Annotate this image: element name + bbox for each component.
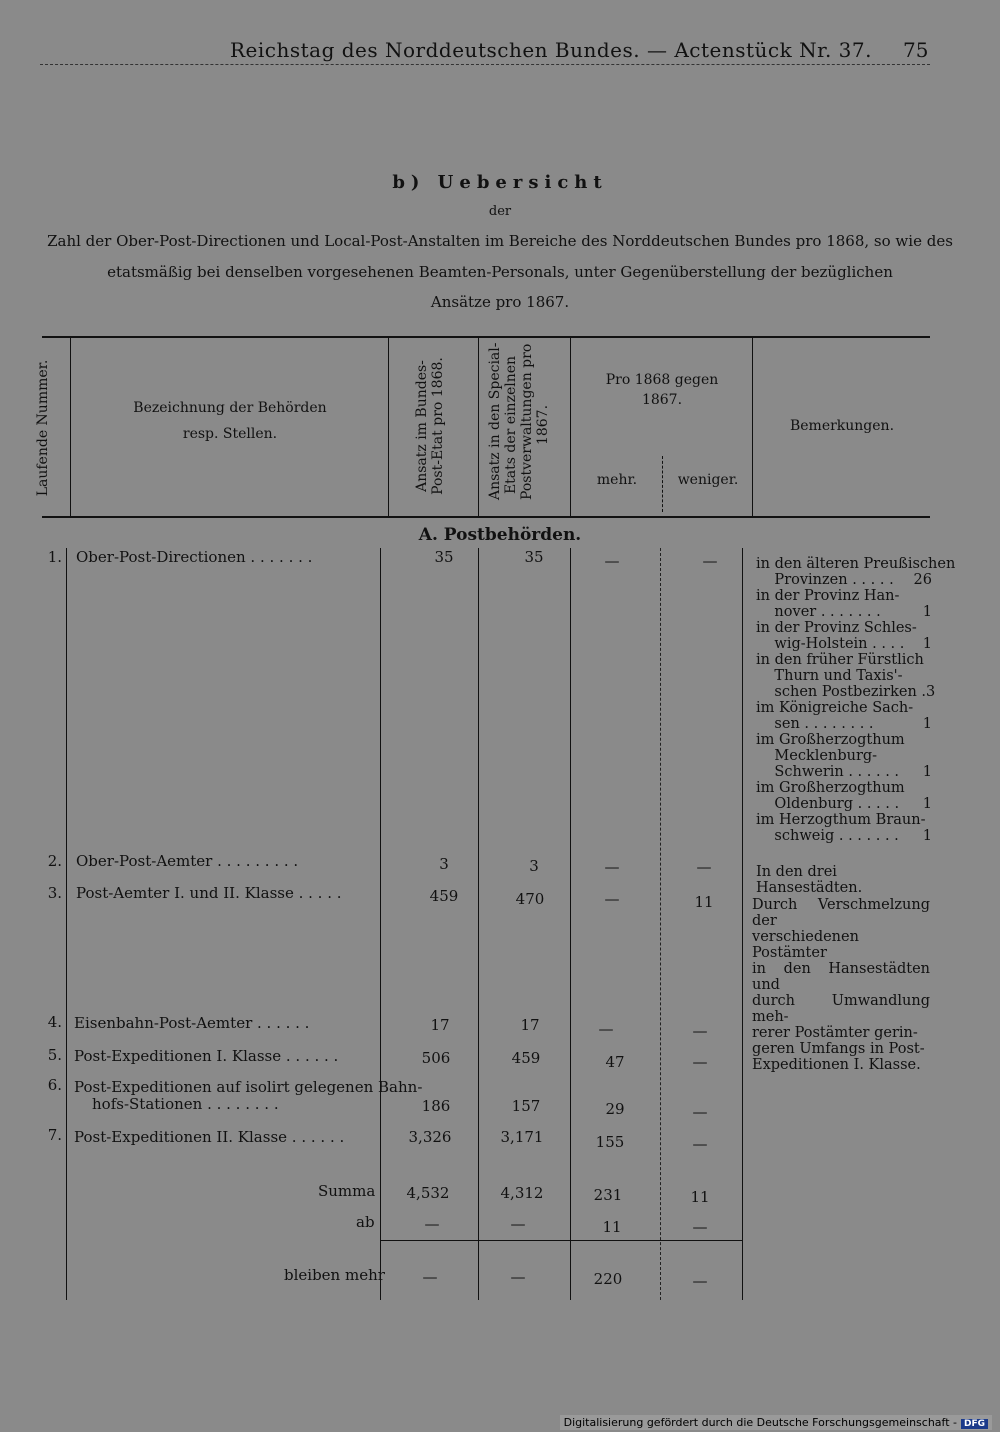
cell-weniger: 11 [694,893,714,911]
remark-text: in der Provinz Han- [756,588,900,604]
row-label: Post-Aemter I. und II. Klasse . . . . . [76,884,342,902]
remark-count: 26 [913,572,932,588]
remark-count: 1 [922,796,932,812]
bleiben-label: bleiben mehr [284,1266,385,1284]
remark-line [756,604,932,620]
cell-1868: 17 [430,1016,450,1034]
summa-1867: 4,312 [500,1184,544,1202]
heading-der: der [488,204,512,219]
cell-weniger: — [692,1022,708,1040]
cell-mehr: 47 [605,1053,625,1071]
body-divider [66,548,67,1300]
row-label: Eisenbahn-Post-Aemter . . . . . . [74,1014,310,1032]
section-heading: A. Postbehörden. [418,525,582,545]
remark-line [756,812,932,828]
ab-weniger: — [692,1218,708,1236]
col-divider [388,338,389,516]
cell-1867: 35 [524,548,544,566]
summa-label: Summa [318,1182,376,1200]
remark-line [756,588,932,604]
col-divider [70,338,71,516]
cell-mehr: — [604,552,620,570]
cell-mehr: — [604,890,620,908]
body-divider [380,548,381,1300]
table-header-bottom-rule [42,516,930,518]
remark-text: Mecklenburg- [756,748,878,764]
col-head-pro-1: Pro 1868 gegen [605,372,719,388]
row-number: 4. [47,1013,62,1031]
remark-line [756,732,932,748]
col-head-bemerkungen: Bemerkungen. [789,418,895,434]
body-divider [478,548,479,1300]
remark-text: sen . . . . . . . . [756,716,874,732]
ab-1867: — [510,1215,526,1233]
row-label: Post-Expeditionen II. Klasse . . . . . . [74,1128,345,1146]
ab-label: ab [356,1213,375,1231]
row-label-cont: hofs-Stationen . . . . . . . . [92,1095,279,1113]
ab-mehr: 11 [602,1218,622,1236]
row-label: Post-Expeditionen I. Klasse . . . . . . [74,1047,339,1065]
remark-line [756,764,932,780]
col-head-weniger: weniger. [677,472,739,488]
row-label: Post-Expeditionen auf isolirt gelegenen Bahn- [74,1078,423,1096]
cell-1867: 470 [515,890,545,908]
cell-1867: 157 [511,1097,541,1115]
remark-text: nover . . . . . . . [756,604,881,620]
remark-line [756,780,932,796]
cell-mehr: 29 [605,1100,625,1118]
remark-line [756,700,932,716]
col-head-ansatz-1867: Ansatz in den Special- Etats der einzelnen Postverwaltungen pro 1867. [487,342,551,500]
remark-line [756,668,932,684]
remark-line [756,796,932,812]
remark-text: im Großherzogthum [756,732,905,748]
col-divider [478,338,479,516]
remark-line: durch Umwandlung meh- [752,993,930,1025]
remarks-row-3 [752,897,930,1073]
remark-count: 1 [922,764,932,780]
cell-1867: 3,171 [500,1128,544,1146]
title-line-2: etatsmäßig bei denselben vorgesehenen Beamten-Personals, unter Gegenüberstellung der bezüglichen [107,263,893,281]
col-divider [752,338,753,516]
header-rule [40,64,930,65]
ab-1868: — [424,1215,440,1233]
summa-mehr: 231 [593,1186,623,1204]
cell-1868: 186 [421,1097,451,1115]
cell-1868: 3 [439,855,449,873]
bleiben-mehr: 220 [593,1270,623,1288]
remark-line: Durch Verschmelzung der [752,897,930,929]
cell-weniger: — [692,1135,708,1153]
cell-1868: 506 [421,1049,451,1067]
remark-text: Provinzen . . . . . [756,572,894,588]
remark-line: verschiedenen Postämter [752,929,859,961]
remark-count: 1 [922,828,932,844]
col-head-ansatz-1868: Ansatz im Bundes- Post-Etat pro 1868. [414,357,446,495]
remark-text: schweig . . . . . . . [756,828,899,844]
remark-text: im Herzogthum Braun- [756,812,926,828]
row-number: 3. [47,884,62,902]
remark-text: im Großherzogthum [756,780,905,796]
remark-line [756,620,932,636]
remark-line: Expeditionen I. Klasse. [752,1057,921,1073]
remark-text: Oldenburg . . . . . [756,796,900,812]
remark-text: Thurn und Taxis'- [756,668,903,684]
cell-mehr: — [598,1020,614,1038]
page-number: 75 [903,38,929,62]
cell-mehr: 155 [595,1133,625,1151]
remark-text: in den früher Fürstlich [756,652,924,668]
heading: b) Uebersicht [392,172,608,193]
cell-1868: 459 [429,887,459,905]
sum-rule [380,1240,742,1241]
cell-weniger: — [696,858,712,876]
remark-text: Schwerin . . . . . . [756,764,900,780]
row-number: 6. [47,1076,62,1094]
remark-line [756,652,932,668]
remark-text: in der Provinz Schles- [756,620,917,636]
col-head-pro-2: 1867. [641,392,683,408]
running-header: Reichstag des Norddeutschen Bundes. — Actenstück Nr. 37. [230,38,872,62]
cell-mehr: — [604,858,620,876]
cell-weniger: — [702,552,718,570]
row-number: 2. [47,852,62,870]
remark-line [756,556,956,572]
cell-1867: 459 [511,1049,541,1067]
row-label: Ober-Post-Aemter . . . . . . . . . [76,852,299,870]
title-line-1: Zahl der Ober-Post-Directionen und Local-Post-Anstalten im Bereiche des Norddeutschen Bundes pro 1868, so wie des [47,232,953,250]
body-divider [742,548,743,1300]
remark-text: in den älteren Preußischen [756,556,956,572]
cell-weniger: — [692,1103,708,1121]
cell-1867: 3 [529,857,539,875]
col-head-laufende: Laufende Nummer. [35,359,51,497]
remark-count: 1 [922,716,932,732]
remark-line [756,684,936,700]
remark-line: in den Hansestädten und [752,961,930,993]
remark-line: rerer Postämter gerin- [752,1025,918,1041]
remark-line [756,748,932,764]
remark-line [756,636,932,652]
cell-weniger: — [692,1053,708,1071]
remarks-row-1 [756,556,956,844]
row-number: 1. [47,548,62,566]
dfg-logo: DFG [961,1419,988,1429]
dfg-credit: Digitalisierung gefördert durch die Deutsche Forschungsgemeinschaft - DFG [560,1415,992,1430]
remark-line [756,716,932,732]
col-divider [570,338,571,516]
remark-text: im Königreiche Sach- [756,700,914,716]
bleiben-1868: — [422,1268,438,1286]
col-head-bezeichnung-2: resp. Stellen. [182,426,278,442]
table-top-rule [42,336,930,338]
title-line-3: Ansätze pro 1867. [430,293,570,311]
cell-1868: 35 [434,548,454,566]
bleiben-weniger: — [692,1272,708,1290]
remark-text: wig-Holstein . . . . [756,636,905,652]
cell-1867: 17 [520,1016,540,1034]
remark: In den drei Hansestädten. [756,864,863,896]
remark-line [756,572,932,588]
row-label: Ober-Post-Directionen . . . . . . . [76,548,313,566]
remark-count: 3 [926,684,936,700]
row-number: 7. [47,1126,62,1144]
remark-count: 1 [922,636,932,652]
remark-line [756,828,932,844]
cell-1868: 3,326 [408,1128,452,1146]
col-head-mehr: mehr. [596,472,638,488]
col-divider-dashed [662,456,663,512]
summa-1868: 4,532 [406,1184,450,1202]
col-head-bezeichnung-1: Bezeichnung der Behörden [133,400,327,416]
remark-text: schen Postbezirken . [756,684,927,700]
bleiben-1867: — [510,1268,526,1286]
summa-weniger: 11 [690,1188,710,1206]
remark-line: geren Umfangs in Post- [752,1041,925,1057]
row-number: 5. [47,1046,62,1064]
remark-count: 1 [922,604,932,620]
